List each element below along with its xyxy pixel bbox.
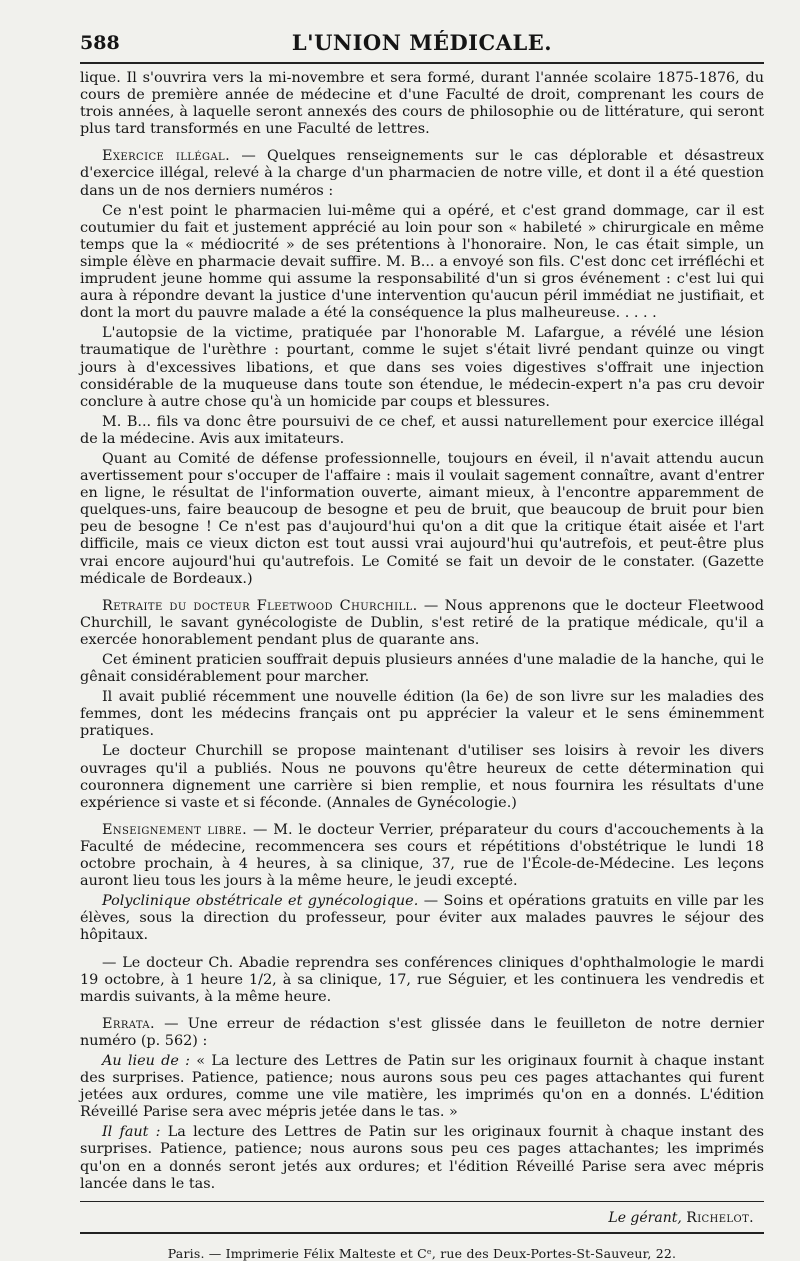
section-lead: Il faut : <box>102 1124 161 1141</box>
footer-rule <box>80 1201 764 1202</box>
paragraph-text: « La lecture des Lettres de Patin sur les originaux fournit à chaque instant des surprises. Patience, patience; nous aurons sous peu ces pages attachantes qui furent jetées aux ordures, comme une vile matière, les imprimés qu'on en a donnés. L'édition Réveillé Parise sera avec mépris jetée dans le tas. » <box>80 1052 765 1121</box>
paragraph-text: — Nous apprenons que le docteur Fleetwood Churchill, le savant gynécologiste de Dublin, s'est retiré de la pratique médicale, qu'il a exercée honorablement pendant plus de quarante ans. <box>80 597 764 648</box>
signature-name: Richelot. <box>686 1209 754 1226</box>
paragraph-text: — Quelques renseignements sur le cas déplorable et désastreux d'exercice illégal, relevé à la charge d'un pharmacien de notre ville, et dont il a été question dans un de nos derniers numéros : <box>80 148 765 199</box>
paragraph-text: L'autopsie de la victime, pratiquée par l'honorable M. Lafargue, a révélé une lésion traumatique de l'urèthre : pourtant, comme le sujet s'était livré pendant quinze ou vingt jours à d'excessives libations, et que dans ses voies digestives s'offrait une injection considérable de la muqueuse dans toute son étendue, le médecin-expert n'a pas cru devoir conclure à autre chose qu'à un homicide par coups et blessures. <box>80 325 764 410</box>
paragraph <box>80 414 764 448</box>
paragraph-text: Ce n'est point le pharmacien lui-même qui a opéré, et c'est grand dommage, car il est coutumier du fait et justement apprécié au loin pour son « habileté » chirurgicale en même temps que la « médiocrité » de ses prétentions à l'honoraire. Non, le cas était simple, un simple élève en pharmacie devait suffire. M. B... a envoyé son fils. C'est donc cet irréfléchi et imprudent jeune homme qui assume la responsabilité d'un si gros événement : c'est lui qui aura à répondre devant la justice d'une intervention qu'aucun péril immédiat ne justifiait, et dont la mort du pauvre malade a été la conséquence la plus malheureuse. . . . . <box>80 202 764 322</box>
header-rule <box>80 62 764 64</box>
paragraph-text: Il avait publié récemment une nouvelle édition (la 6e) de son livre sur les maladies des femmes, dont les médecins français ont pu apprécier la valeur et le sens éminemment pratiques. <box>80 689 764 740</box>
paragraph <box>80 1124 764 1192</box>
signature-role: Le gérant, <box>608 1209 682 1226</box>
paragraph <box>80 1053 764 1121</box>
paragraph-text: — Le docteur Ch. Abadie reprendra ses conférences cliniques d'ophthalmologie le mardi 19 octobre, à 1 heure 1/2, à sa clinique, 17, rue Séguier, et les continuera les vendredis et mardis suivants, à la même heure. <box>80 954 764 1005</box>
paragraph <box>80 325 764 410</box>
article-body <box>80 70 764 1193</box>
section-lead: Au lieu de : <box>102 1052 191 1069</box>
paragraph <box>80 451 764 588</box>
signature <box>80 1210 754 1226</box>
section-lead: Retraite du docteur Fleetwood Churchill. <box>102 597 418 614</box>
paragraph <box>80 893 764 944</box>
section-lead: Polyclinique obstétricale et gynécologique. <box>102 893 419 910</box>
paragraph <box>80 203 764 323</box>
section-lead: Errata. <box>102 1015 155 1032</box>
section-lead: Enseignement libre. <box>102 821 248 838</box>
paragraph-text: Quant au Comité de défense professionnelle, toujours en éveil, il n'avait attendu aucun avertissement pour s'occuper de l'affaire : mais il voulait sagement connaître, avant d'entrer en ligne, le résultat de l'information ouverte, aimant mieux, à l'encontre apparemment de quelques-uns, faire beaucoup de besogne et peu de bruit, que beaucoup de bruit pour bien peu de besogne ! Ce n'est pas d'aujourd'hui qu'on a dit que la critique était aisée et l'art difficile, mais ce vieux dicton est tout aussi vrai aujourd'hui qu'autrefois, et peut-être plus vrai encore aujourd'hui qu'autrefois. Le Comité se fait un devoir de le constater. (Gazette médicale de Bordeaux.) <box>80 450 764 587</box>
paragraph <box>80 743 764 811</box>
imprint-rule <box>80 1232 764 1234</box>
paragraph <box>80 955 764 1006</box>
paragraph <box>80 652 764 686</box>
running-header <box>80 24 764 58</box>
paragraph-text: Cet éminent praticien souffrait depuis plusieurs années d'une maladie de la hanche, qui le gênait considérablement pour marcher. <box>80 652 764 686</box>
paragraph-text: — M. le docteur Verrier, préparateur du cours d'accouchements à la Faculté de médecine, recommencera ses cours et répétitions d'obstétrique le lundi 18 octobre prochain, à 4 heures, à sa clinique, 37, rue de l'École-de-Médecine. Les leçons auront lieu tous les jours à la même heure, le jeudi excepté. <box>80 821 764 890</box>
page-number: 588 <box>80 32 120 54</box>
paragraph <box>80 148 764 199</box>
printer-imprint: Paris. — Imprimerie Félix Malteste et Cᵉ, rue des Deux-Portes-St-Sauveur, 22. <box>167 1245 677 1261</box>
section-lead: Exercice illégal. <box>102 148 231 165</box>
paragraph-text: La lecture des Lettres de Patin sur les originaux fournit à chaque instant des surprises. Patience, patience; nous aurons sous peu ces pages attachantes; les imprimés qu'on en a donnés seront jetés aux ordures; et l'édition Réveillé Parise sera avec mépris lancée dans le tas. <box>80 1124 764 1192</box>
paragraph-text: — Une erreur de rédaction s'est glissée dans le feuilleton de notre dernier numéro (p. 562) : <box>80 1015 764 1049</box>
paragraph <box>80 1016 764 1050</box>
running-title: L'UNION MÉDICALE. <box>291 30 553 55</box>
paragraph-text: M. B... fils va donc être poursuivi de ce chef, et aussi naturellement pour exercice illégal de la médecine. Avis aux imitateurs. <box>80 413 764 447</box>
paragraph <box>80 70 764 138</box>
paragraph-text: lique. Il s'ouvrira vers la mi-novembre et sera formé, durant l'année scolaire 1875-1876, du cours de première année de médecine et d'une Faculté de droit, comprenant les cours de trois années, à laquelle seront annexés des cours de philosophie ou de littérature, qui seront plus tard transformés en une Faculté de lettres. <box>80 70 764 138</box>
paragraph-text: — Soins et opérations gratuits en ville par les élèves, sous la direction du professeur, pour éviter aux malades pauvres le séjour des hôpitaux. <box>80 893 764 944</box>
paragraph <box>80 822 764 890</box>
paragraph <box>80 689 764 740</box>
paragraph <box>80 598 764 649</box>
paragraph-text: Le docteur Churchill se propose maintenant d'utiliser ses loisirs à revoir les divers ouvrages qu'il a publiés. Nous ne pouvons qu'être heureux de cette détermination qui couronnera dignement une carrière si bien remplie, et nous fournira les résultats d'une expérience si vaste et si féconde. (Annales de Gynécologie.) <box>80 743 764 811</box>
